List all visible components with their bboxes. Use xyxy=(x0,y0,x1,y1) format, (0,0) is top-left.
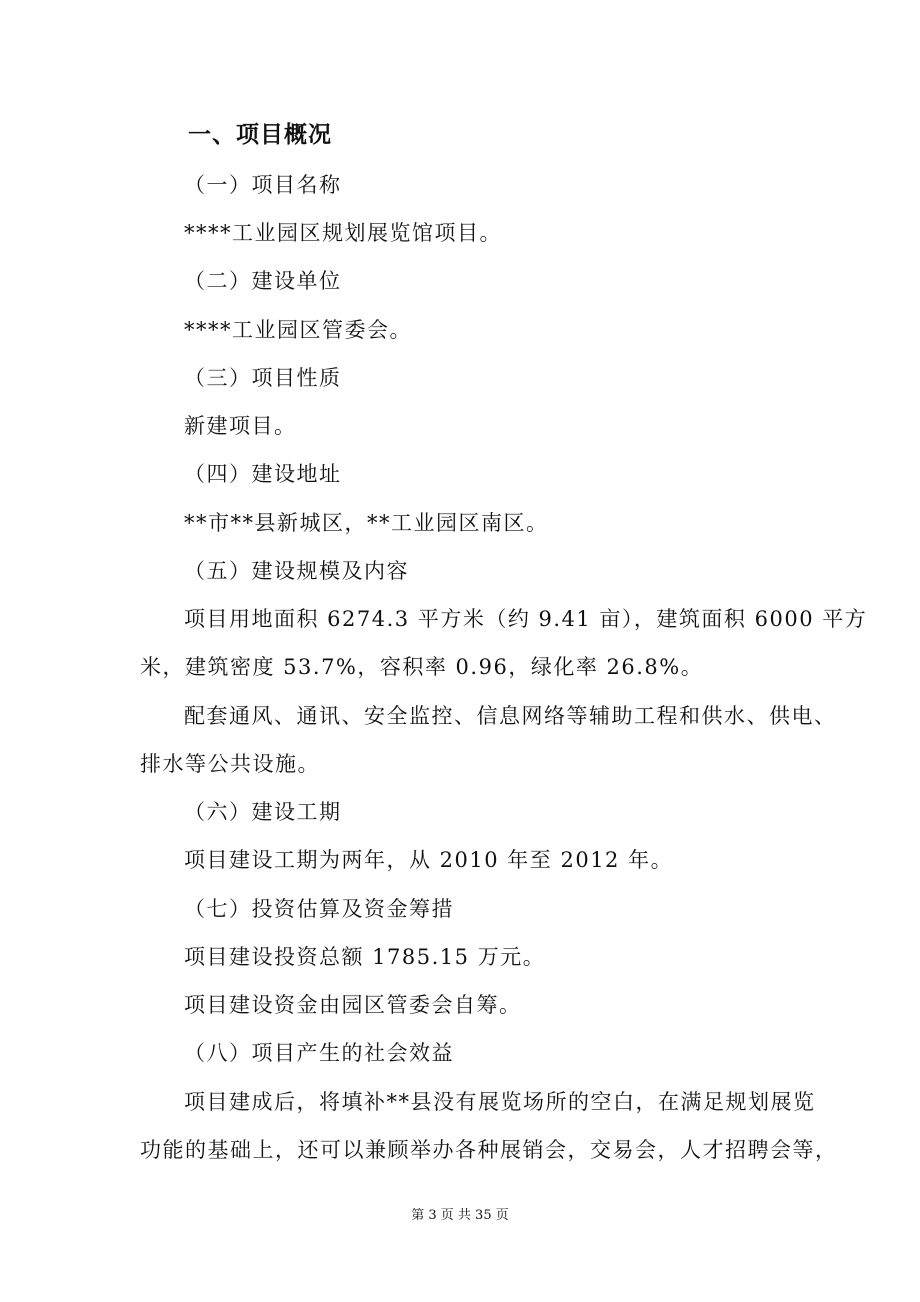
item-body-7-line-2: 项目建设资金由园区管委会自筹。 xyxy=(184,993,522,1017)
item-body-5-line-2: 米，建筑密度 53.7%，容积率 0.96，绿化率 26.8%。 xyxy=(140,655,704,679)
item-body-1-line-1: ****工业园区规划展览馆项目。 xyxy=(184,221,502,245)
item-heading-8: （八）项目产生的社会效益 xyxy=(184,1041,454,1065)
item-heading-3: （三）项目性质 xyxy=(184,366,342,390)
item-heading-4: （四）建设地址 xyxy=(184,462,342,486)
item-body-7-line-1: 项目建设投资总额 1785.15 万元。 xyxy=(184,945,546,969)
item-body-8-line-1: 项目建成后，将填补**县没有展览场所的空白，在满足规划展览 xyxy=(184,1090,816,1114)
item-body-2-line-1: ****工业园区管委会。 xyxy=(184,318,412,342)
page-footer: 第 3 页 共 35 页 xyxy=(411,1208,509,1223)
item-heading-7: （七）投资估算及资金筹措 xyxy=(184,897,454,921)
item-heading-5: （五）建设规模及内容 xyxy=(184,559,409,583)
item-body-6-line-1: 项目建设工期为两年，从 2010 年至 2012 年。 xyxy=(184,848,674,872)
section-title: 一、项目概况 xyxy=(188,122,332,148)
item-body-5-line-4: 排水等公共设施。 xyxy=(140,752,320,776)
item-body-4-line-1: **市**县新城区，**工业园区南区。 xyxy=(184,511,549,535)
item-body-5-line-3: 配套通风、通讯、安全监控、信息网络等辅助工程和供水、供电、 xyxy=(184,704,837,728)
item-heading-2: （二）建设单位 xyxy=(184,269,342,293)
item-body-3-line-1: 新建项目。 xyxy=(184,414,297,438)
item-heading-1: （一）项目名称 xyxy=(184,173,342,197)
item-body-5-line-1: 项目用地面积 6274.3 平方米（约 9.41 亩），建筑面积 6000 平方 xyxy=(184,607,868,631)
item-heading-6: （六）建设工期 xyxy=(184,800,342,824)
item-body-8-line-2: 功能的基础上，还可以兼顾举办各种展销会，交易会，人才招聘会等， xyxy=(140,1138,838,1162)
